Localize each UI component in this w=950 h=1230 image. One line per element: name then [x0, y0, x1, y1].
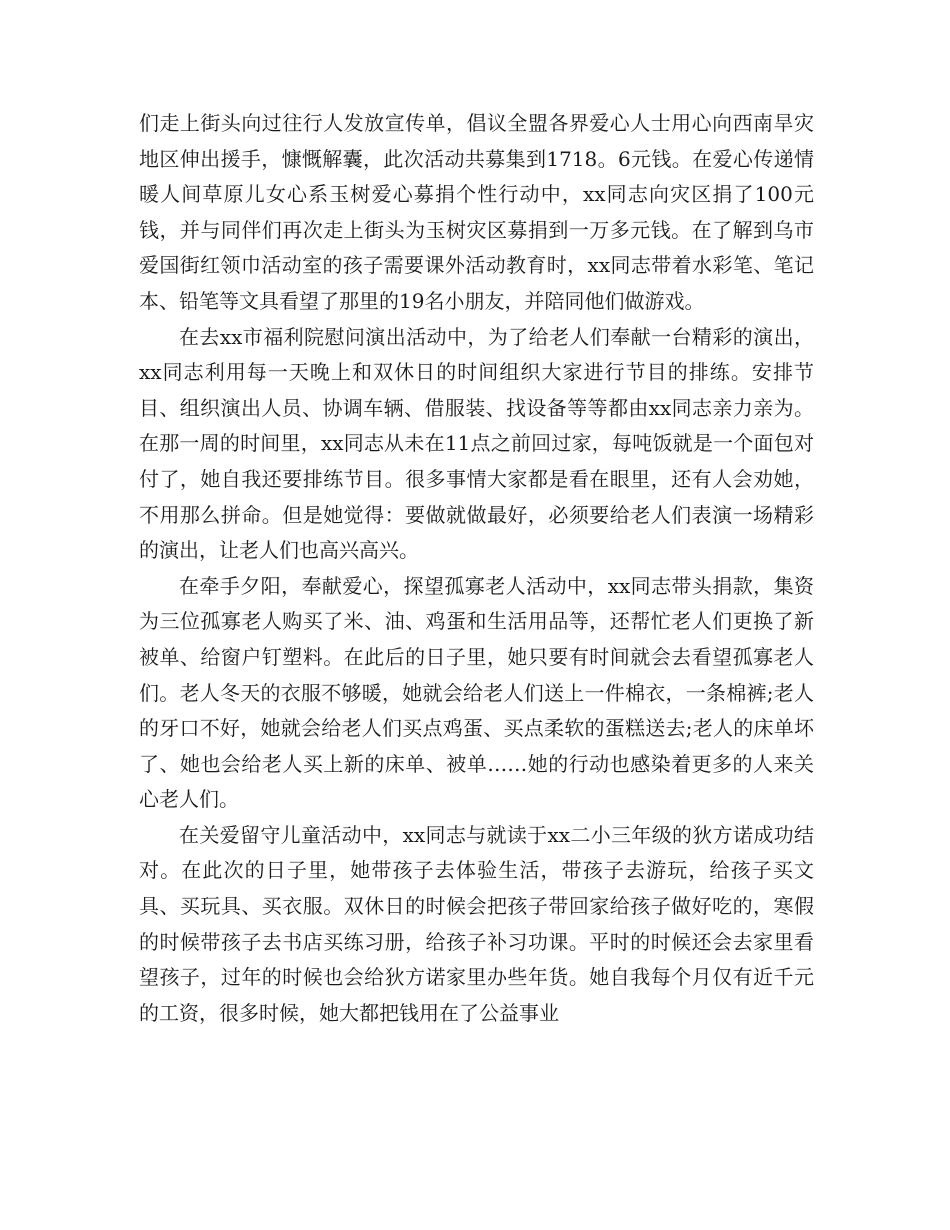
paragraph-4: 在关爱留守儿童活动中，xx同志与就读于xx二小三年级的狄方诺成功结对。在此次的日子里，她带孩子去体验生活，带孩子去游玩，给孩子买文具、买玩具、买衣服。双休日的时候会把孩子带回家给孩子做好吃的，寒假的时候带孩子去书店买练习册，给孩子补习功课。平时的时候还会去家里看望孩子，过年的时候也会给狄方诺家里办些年货。她自我每个月仅有近千元的工资，很多时候，她大都把钱用在了公益事业 — [139, 822, 814, 1025]
paragraph-3: 在牵手夕阳，奉献爱心，探望孤寡老人活动中，xx同志带头捐款，集资为三位孤寡老人购买了米、油、鸡蛋和生活用品等，还帮忙老人们更换了新被单、给窗户钉塑料。在此后的日子里，她只要有时间就会去看望孤寡老人们。老人冬天的衣服不够暖，她就会给老人们送上一件棉衣，一条棉裤;老人的牙口不好，她就会给老人们买点鸡蛋、买点柔软的蛋糕送去;老人的床单坏了、她也会给老人买上新的床单、被单……她的行动也感染着更多的人来关心老人们。 — [139, 573, 814, 812]
paragraph-2: 在去xx市福利院慰问演出活动中，为了给老人们奉献一台精彩的演出，xx同志利用每一天晚上和双休日的时间组织大家进行节目的排练。安排节目、组织演出人员、协调车辆、借服装、找设备等等都由xx同志亲力亲为。在那一周的时间里，xx同志从未在11点之前回过家，每吨饭就是一个面包对付了，她自我还要排练节目。很多事情大家都是看在眼里，还有人会劝她，不用那么拼命。但是她觉得：要做就做最好，必须要给老人们表演一场精彩的演出，让老人们也高兴高兴。 — [139, 324, 814, 563]
paragraph-1: 们走上街头向过往行人发放宣传单，倡议全盟各界爱心人士用心向西南旱灾地区伸出援手，慷慨解囊，此次活动共募集到1718。6元钱。在爱心传递情暖人间草原儿女心系玉树爱心募捐个性行动中，xx同志向灾区捐了100元钱，并与同伴们再次走上街头为玉树灾区募捐到一万多元钱。在了解到乌市爱国街红领巾活动室的孩子需要课外活动教育时，xx同志带着水彩笔、笔记本、铅笔等文具看望了那里的19名小朋友，并陪同他们做游戏。 — [139, 111, 814, 313]
document-body — [139, 106, 814, 1031]
